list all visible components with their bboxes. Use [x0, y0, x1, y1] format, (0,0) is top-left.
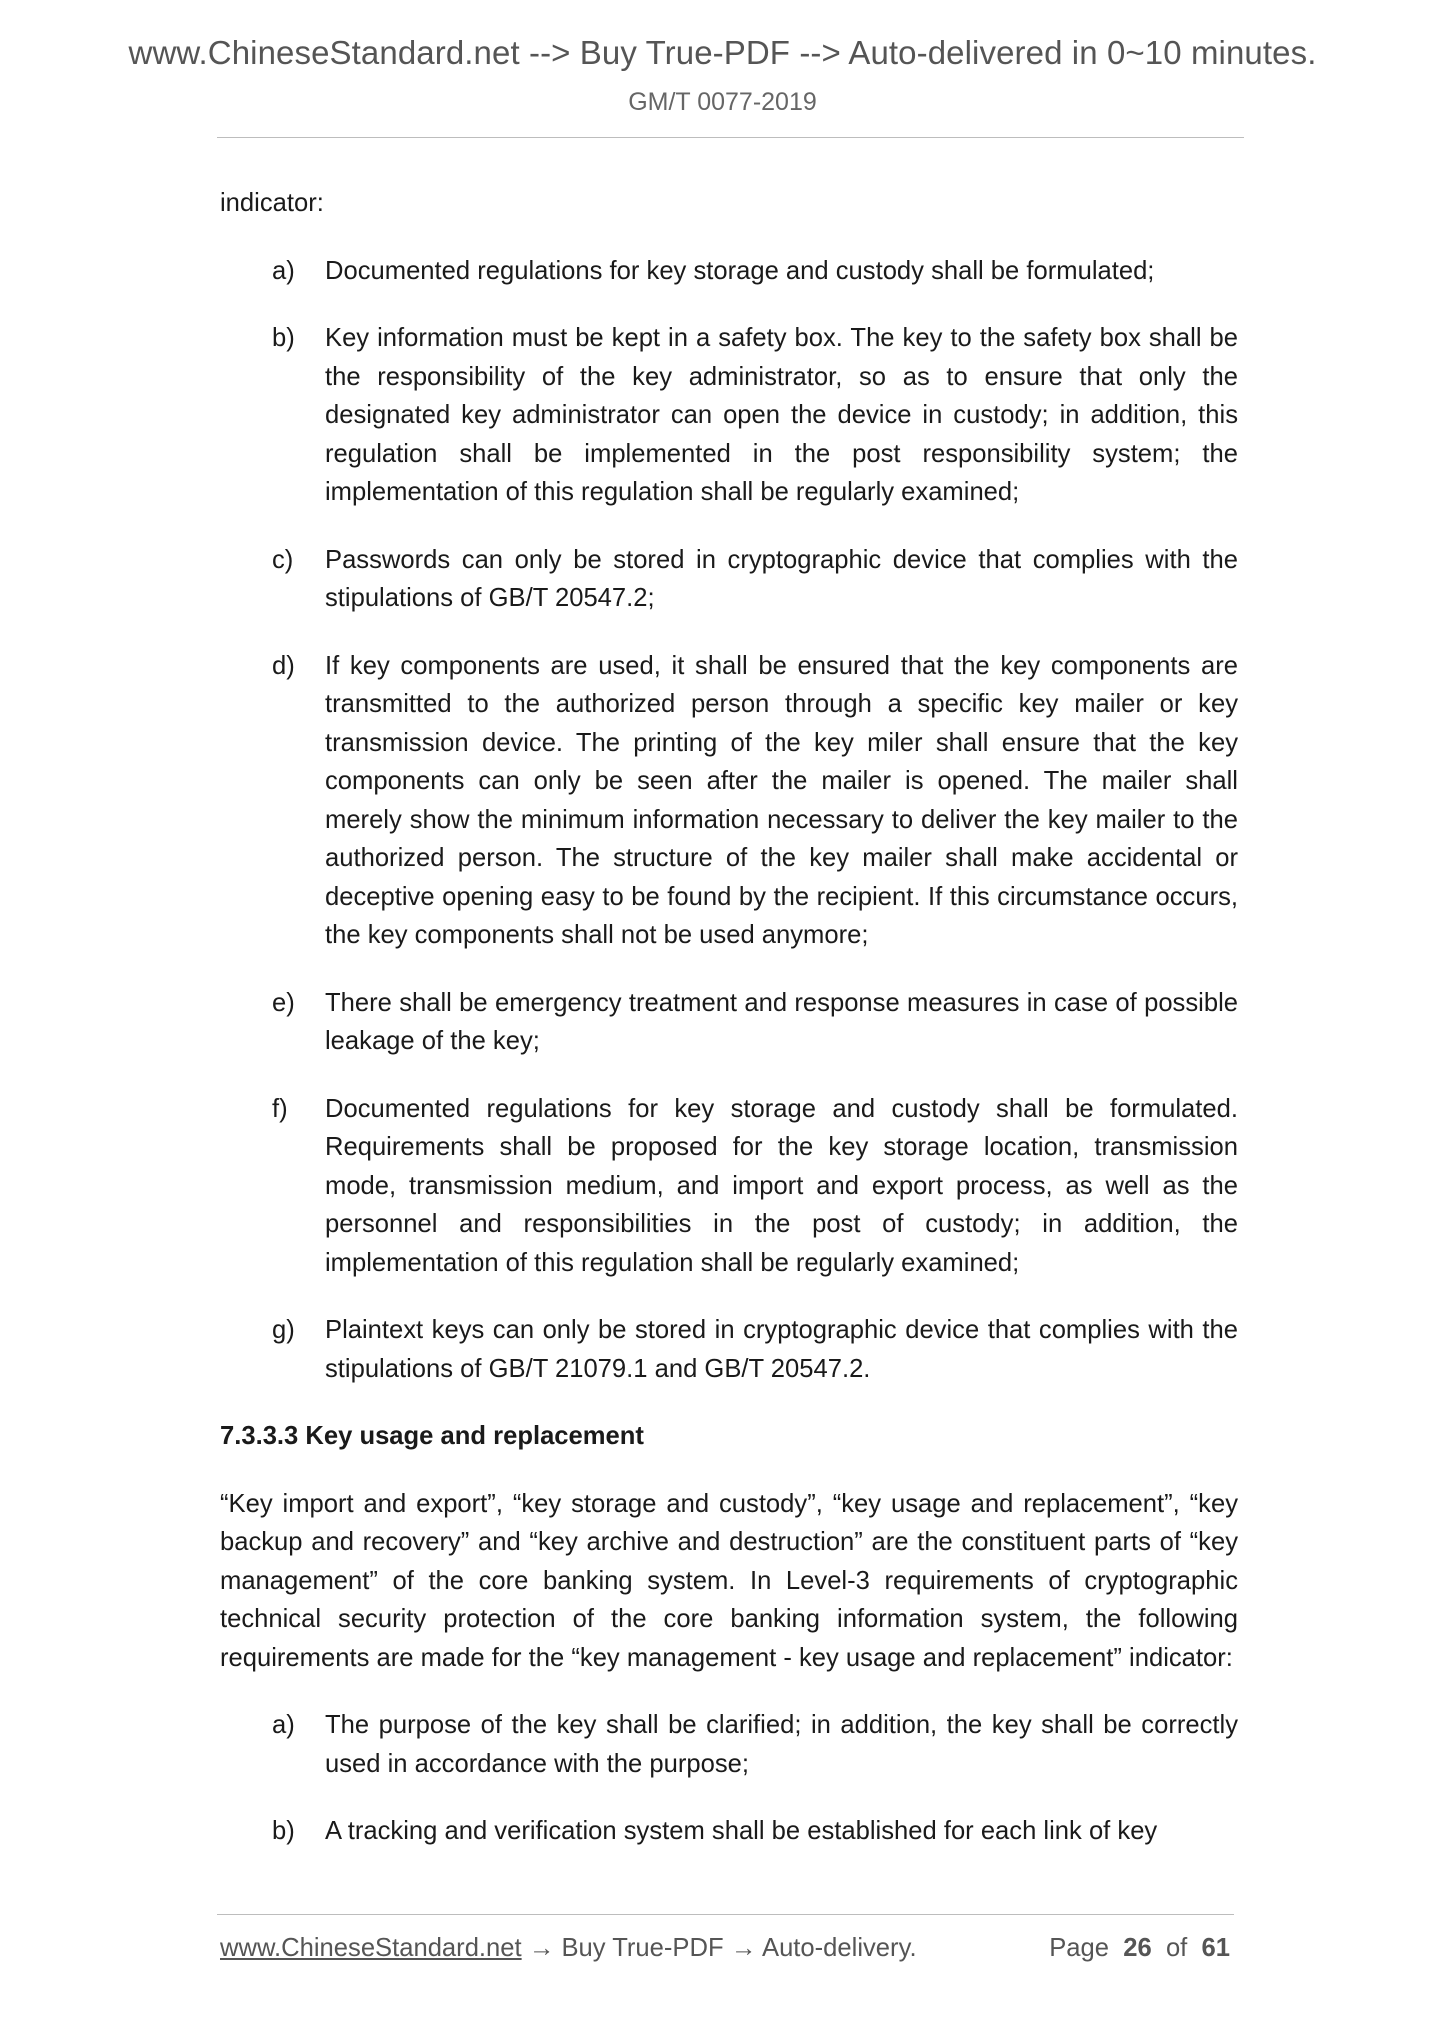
- footer-divider: [217, 1914, 1234, 1915]
- item-label: b): [272, 324, 295, 352]
- list-item: [220, 1311, 1238, 1388]
- usage-requirements-list: [220, 1706, 1238, 1851]
- page-indicator: [1049, 1934, 1230, 1963]
- page-label: Page: [1049, 1934, 1109, 1962]
- document-body: [220, 184, 1238, 1880]
- header-divider: [217, 137, 1244, 138]
- section-heading: 7.3.3.3 Key usage and replacement: [220, 1422, 644, 1450]
- item-label: e): [272, 988, 295, 1017]
- list-item: [220, 1706, 1238, 1783]
- item-text: Plaintext keys can only be stored in cryptographic device that complies with the stipulations of GB/T 21079.1 and GB/T 20547.2.: [325, 1316, 1238, 1383]
- arrow-right-icon: →: [521, 1934, 562, 1962]
- item-text: Passwords can only be stored in cryptographic device that complies with the stipulations of GB/T 20547.2;: [325, 545, 1238, 612]
- list-item: [220, 252, 1238, 291]
- item-text: If key components are used, it shall be ensured that the key components are transmitted to the authorized person through a specific key mailer or key transmission device. The printing of the key miler shall ensure that the key components can only be seen after the mailer is opened. The mailer shall merely show the minimum information necessary to deliver the key mailer to the authorized person. The structure of the key mailer shall make accidental or deceptive opening easy to be found by the recipient. If this circumstance occurs, the key components shall not be used anymore;: [325, 651, 1238, 949]
- item-text: Documented regulations for key storage and custody shall be formulated;: [325, 256, 1155, 285]
- item-text: A tracking and verification system shall be established for each link of key: [325, 1817, 1158, 1845]
- item-text: Key information must be kept in a safety box. The key to the safety box shall be the responsibility of the key administrator, so as to ensure that only the designated key administrator can open the device in custody; in addition, this regulation shall be implemented in the post responsibility system; the implementation of this regulation shall be regularly examined;: [325, 324, 1238, 506]
- item-label: a): [272, 1711, 295, 1739]
- item-text: The purpose of the key shall be clarified; in addition, the key shall be correctly used in accordance with the purpose;: [325, 1711, 1238, 1778]
- storage-requirements-list: [220, 252, 1238, 1389]
- list-item: [220, 1090, 1238, 1283]
- auto-delivery-text: Auto-delivery.: [762, 1934, 917, 1962]
- item-label: f): [272, 1094, 288, 1123]
- list-item: [220, 541, 1238, 618]
- item-text: Documented regulations for key storage and custody shall be formulated. Requirements shall be proposed for the key storage location, transmission mode, transmission medium, and import and export process, as well as the personnel and responsibilities in the post of custody; in addition, the implementation of this regulation shall be regularly examined;: [325, 1094, 1238, 1277]
- total-pages: 61: [1201, 1934, 1230, 1962]
- item-label: d): [272, 651, 295, 680]
- list-item: [220, 984, 1238, 1061]
- intro-text: indicator:: [220, 189, 324, 217]
- list-item: [220, 1812, 1238, 1851]
- buy-text: Buy True-PDF: [561, 1934, 724, 1962]
- item-label: b): [272, 1817, 295, 1845]
- site-banner: www.ChineseStandard.net --> Buy True-PDF --> Auto-delivered in 0~10 minutes.: [128, 34, 1317, 71]
- of-label: of: [1165, 1934, 1188, 1962]
- item-label: g): [272, 1316, 295, 1344]
- footer-links: [220, 1934, 917, 1963]
- item-label: c): [272, 545, 294, 574]
- site-link[interactable]: www.ChineseStandard.net: [220, 1934, 522, 1962]
- standard-number: GM/T 0077-2019: [628, 88, 817, 116]
- arrow-right-icon: →: [723, 1934, 762, 1962]
- section-paragraph: “Key import and export”, “key storage and custody”, “key usage and replacement”, “key backup and recovery” and “key archive and destruction” are the constituent parts of “key management” of the core banking system. In Level-3 requirements of cryptographic technical security protection of the core banking information system, the following requirements are made for the “key management - key usage and replacement” indicator:: [220, 1489, 1238, 1672]
- page-number: 26: [1123, 1934, 1152, 1962]
- item-text: There shall be emergency treatment and response measures in case of possible leakage of the key;: [325, 988, 1238, 1055]
- page-footer: [220, 1934, 1230, 1974]
- list-item: [220, 647, 1238, 955]
- item-label: a): [272, 256, 295, 285]
- list-item: [220, 319, 1238, 512]
